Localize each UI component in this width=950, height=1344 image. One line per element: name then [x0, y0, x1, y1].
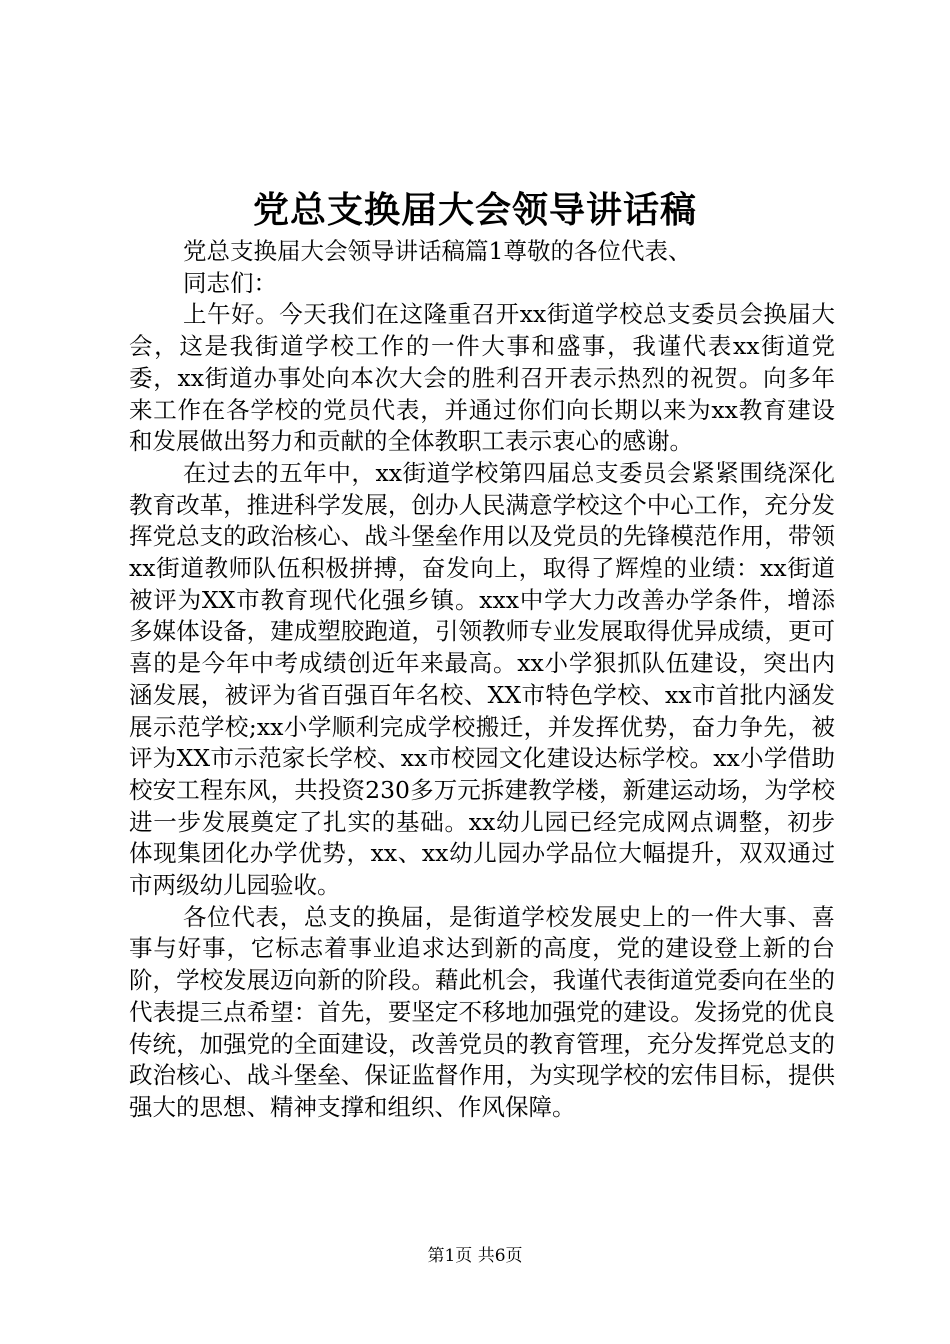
- paragraph-salutation-cont: 同志们：: [183, 268, 277, 297]
- paragraph-greeting: 上午好。今天我们在这隆重召开xx街道学校总支委员会换届大会，这是我街道学校工作的一件大事和盛事，我谨代表xx街道党委，xx街道办事处向本次大会的胜利召开表示热烈的祝贺。向多年来工作在各学校的党员代表，并通过你们向长期以来为xx教育建设和发展做出努力和贡献的全体教职工表示衷心的感谢。: [129, 300, 835, 456]
- document-body: [129, 236, 835, 1124]
- paragraph-hopes: 各位代表，总支的换届，是街道学校发展史上的一件大事、喜事与好事，它标志着事业追求达到新的高度，党的建设登上新的台阶，学校发展迈向新的阶段。藉此机会，我谨代表街道党委向在坐的代表提三点希望：首先，要坚定不移地加强党的建设。发扬党的优良传统，加强党的全面建设，改善党员的教育管理，充分发挥党总支的政治核心、战斗堡垒、保证监督作用，为实现学校的宏伟目标，提供强大的思想、精神支撑和组织、作风保障。: [129, 902, 835, 1121]
- page-title: 党总支换届大会领导讲话稿: [252, 189, 697, 231]
- paragraph-salutation: 党总支换届大会领导讲话稿篇1尊敬的各位代表、: [183, 237, 692, 265]
- paragraph-achievements: 在过去的五年中，xx街道学校第四届总支委员会紧紧围绕深化教育改革，推进科学发展，创办人民满意学校这个中心工作，充分发挥党总支的政治核心、战斗堡垒作用以及党员的先锋模范作用，带领xx街道教师队伍积极拼搏，奋发向上，取得了辉煌的业绩：xx街道被评为XX市教育现代化强乡镇。xxx中学大力改善办学条件，增添多媒体设备，建成塑胶跑道，引领教师专业发展取得优异成绩，更可喜的是今年中考成绩创近年来最高。xx小学狠抓队伍建设，突出内涵发展，被评为省百强百年名校、XX市特色学校、xx市首批内涵发展示范学校;xx小学顺利完成学校搬迁，并发挥优势，奋力争先，被评为XX市示范家长学校、xx市校园文化建设达标学校。xx小学借助校安工程东风，共投资230多万元拆建教学楼，新建运动场，为学校进一步发展奠定了扎实的基础。xx幼儿园已经完成网点调整，初步体现集团化办学优势，xx、xx幼儿园办学品位大幅提升，双双通过市两级幼儿园验收。: [129, 458, 835, 900]
- page-footer: 第1页 共6页: [427, 1246, 523, 1266]
